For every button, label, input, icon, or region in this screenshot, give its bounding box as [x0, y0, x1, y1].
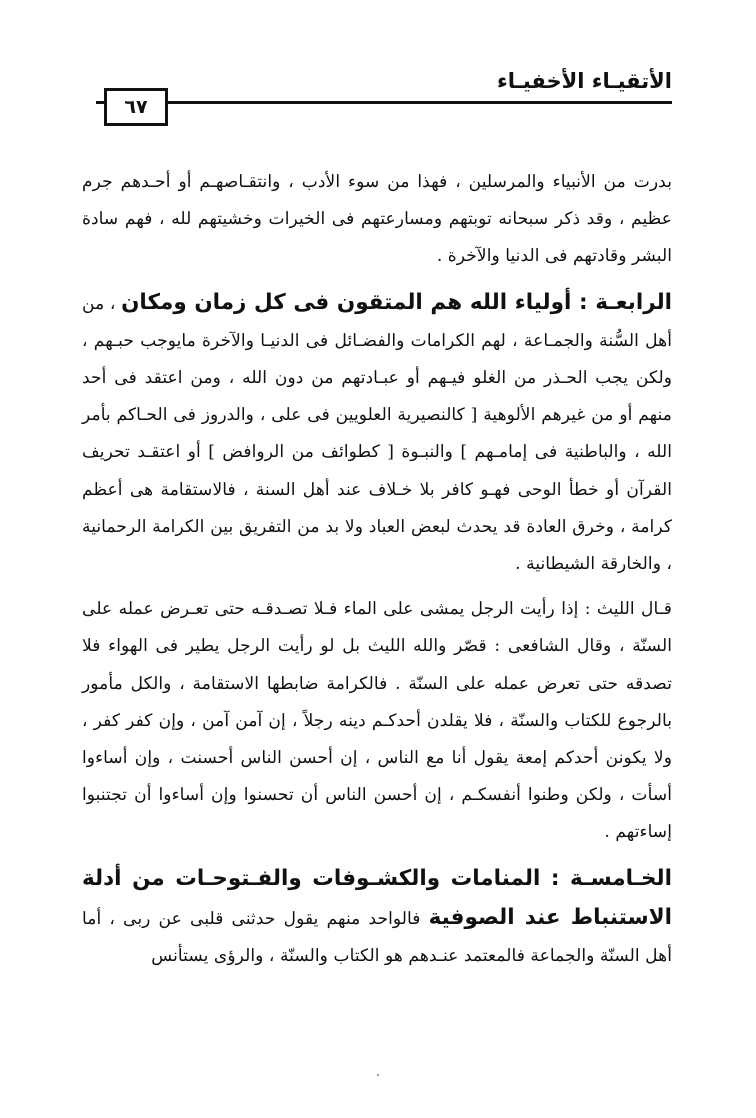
scan-speck	[377, 1074, 379, 1076]
page-number-box	[104, 88, 168, 126]
paragraph-1-text: بدرت من الأنبياء والمرسلين ، فهذا من سوء الأدب ، وانتقـاصهـم أو أحـدهم جرم عظيم ، وقد ذكر سبحانه توبتهم ومسارعتهم فى الخيرات وخشيتهم لله ، فهم سادة البشر وقادتهم فى الدنيا والآخرة .	[82, 172, 672, 267]
paragraph-2	[82, 284, 672, 584]
paragraph-2-text: ، من أهل السُّنة والجمـاعة ، لهم الكرامات والفضـائل فى الدنيـا والآخرة مايوجب حبـهم ، ولكن يجب الحـذر من الغلو فيـهم أو عبـادتهم من دون الله ، ومن اعتقد فى أحد منهم أو من غيرهم الألوهية [ كالنصيرية العلويين فى على ، والدروز فى الحـاكم بأمر الله ، والباطنية فى إمامـهم ] والنبـوة [ كطوائف من الروافض ] أو اعتقـد تحريف القرآن أو خطأ الوحى فهـو كافر بلا خـلاف عند أهل السنة ، فالاستقامة هى أعظم كرامة ، وخرق العادة قد يحدث لبعض العباد ولا بد من التفريق بين الكرامة الرحمانية ، والخارقة الشيطانية .	[82, 293, 672, 575]
running-title: الأتقيـاء الأخفيـاء	[497, 69, 672, 93]
page-number: ٦٧	[124, 96, 148, 118]
paragraph-4-text: فالواحد منهم يقول حدثنى قلبى عن ربى ، أما أهل السنّة والجماعة فالمعتمد عنـدهم هو الكتاب والسنّة ، والرؤى يستأنس	[82, 908, 672, 967]
section-heading-fourth: الرابعـة : أولياء الله هم المتقون فى كل زمان ومكان	[121, 289, 673, 315]
header-rule	[96, 101, 672, 104]
paragraph-3	[82, 591, 672, 851]
paragraph-1	[82, 164, 672, 276]
body-text	[82, 164, 672, 975]
paragraph-4	[82, 860, 672, 976]
paragraph-3-text: قـال الليث : إذا رأيت الرجل يمشى على الماء فـلا تصـدقـه حتى تعـرض عمله على السنّة ، وقال الشافعى : قصّر والله الليث بل لو رأيت الرجل يطير فى الهواء فلا تصدقه حتى تعرض عمله على السنّة . فالكرامة ضابطها الاستقامة ، والكل مأمور بالرجوع للكتاب والسنّة ، فلا يقلدن أحدكـم دينه رجلاً ، إن آمن آمن ، وإن كفر كفر ، ولا يكونن أحدكم إمعة يقول أنا مع الناس ، إن أحسن الناس أحسنت ، وإن أساءوا أسأت ، ولكن وطنوا أنفسكـم ، إن أحسن الناس أن تحسنوا وإن أساءوا أن تجتنبوا إساءتهم .	[82, 599, 672, 843]
section-heading-fifth: الخـامسـة : المنامات والكشـوفات والفـتوحـات من أدلة الاستنباط عند الصوفية	[82, 865, 673, 930]
